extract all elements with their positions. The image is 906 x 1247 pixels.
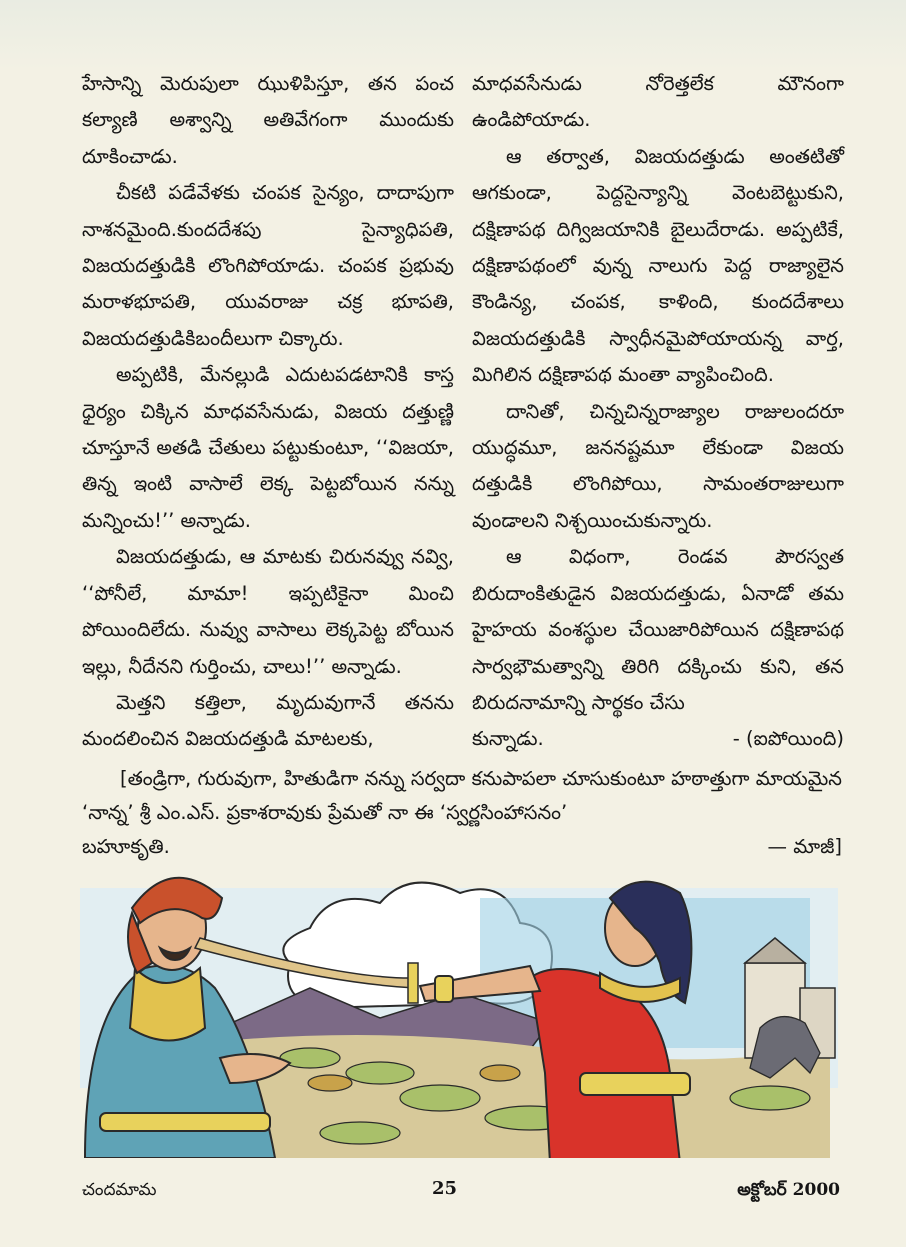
right-paragraph-2: ఆ తర్వాత, విజయదత్తుడు అంతటితో ఆగకుండా, పెద్దసైన్యాన్ని వెంటబెట్టుకుని, దక్షిణాపథ దిగ్విజయానికి బైలుదేరాడు. అప్పటికే, దక్షిణాపథంలో వున్న నాలుగు పెద్ద రాజ్యాలైన కౌండిన్య, చంపక, కాళింది, కుందదేశాలు విజయదత్తుడికి స్వాధీనమైపోయాయన్న వార్త, మిగిలిన దక్షిణాపథ మంతా వ్యాపించింది. xyxy=(472,144,844,387)
dedication-note xyxy=(82,762,842,864)
left-paragraph-4: విజయదత్తుడు, ఆ మాటకు చిరునవ్వు నవ్వి, ‘‘పోనీలే, మామా! ఇప్పటికైనా మించి పోయిందిలేదు. నువ్వు వాసాలు లెక్కపెట్ట బోయిన ఇల్లు, నీదేనని గుర్తించు, చాలు!’’ అన్నాడు. xyxy=(82,545,454,678)
right-column xyxy=(472,66,844,758)
dedication-closing: బహూకృతి. xyxy=(82,835,170,858)
magazine-name: చందమామ xyxy=(82,1180,157,1200)
left-column xyxy=(82,66,454,758)
author-signature: — మాజీ] xyxy=(767,835,842,858)
right-paragraph-1: మాధవసేనుడు నోరెత్తలేక మౌనంగా ఉండిపోయాడు. xyxy=(472,72,844,132)
page-footer xyxy=(82,1178,840,1208)
left-paragraph-5: మెత్తని కత్తిలా, మృదువుగానే తనను మందలించిన విజయదత్తుడి మాటలకు, xyxy=(82,690,454,751)
faded-heading-bleed xyxy=(0,0,906,70)
sword-hilt xyxy=(408,963,418,1003)
right-paragraph-4: ఆ విధంగా, రెండవ పౌరస్వత బిరుదాంకితుడైన విజయదత్తుడు, ఏనాడో తమ హైహయ వంశస్థుల చేయిజారిపోయిన దక్షిణాపథ సార్వభౌమత్వాన్ని తిరిగి దక్కించు కుని, తన బిరుదనామాన్ని సార్థకం చేసు xyxy=(472,545,844,714)
dedication-last-line xyxy=(82,830,842,864)
right-paragraph-4-end: కున్నాడు. xyxy=(472,727,544,751)
story-ending-note: - (ఐపోయింది) xyxy=(732,727,844,751)
right-paragraph-3: దానితో, చిన్నచిన్నరాజ్యాల రాజులందరూ యుద్ధమూ, జననష్టమూ లేకుండా విజయ దత్తుడికి లొంగిపోయి, సామంతరాజులుగా వుండాలని నిశ్చయించుకున్నారు. xyxy=(472,399,844,532)
issue-date: అక్టోబర్ 2000 xyxy=(737,1180,840,1200)
story-ending-row xyxy=(472,721,844,757)
page-number: 25 xyxy=(432,1178,458,1199)
left-paragraph-1: హేసాన్ని మెరుపులా ఝుళిపిస్తూ, తన పంచ కల్యాణి అశ్వాన్ని అతివేగంగా ముందుకు దూకించాడు. xyxy=(82,72,454,168)
left-paragraph-3: అప్పటికి, మేనల్లుడి ఎదుటపడటానికి కాస్త ధైర్యం చిక్కిన మాధవసేనుడు, విజయ దత్తుణ్ణి చూస్తూనే అతడి చేతులు పట్టుకుంటూ, ‘‘విజయా, తిన్న ఇంటి వాసాలే లెక్క పెట్టబోయిన నన్ను మన్నించు!’’ అన్నాడు. xyxy=(82,363,454,532)
sword-surrender-scene-icon xyxy=(80,868,838,1158)
dedication-text: [తండ్రిగా, గురువుగా, హితుడిగా నన్ను సర్వదా కనుపాపలా చూసుకుంటూ హఠాత్తుగా మాయమైన ‘నాన్న’ శ్రీ ఎం.ఎస్. ప్రకాశరావుకు ప్రేమతో నా ఈ ‘స్వర్ణసింహాసనం’ xyxy=(82,767,842,824)
left-paragraph-2: చీకటి పడేవేళకు చంపక సైన్యం, దాదాపుగా నాశనమైంది.కుందదేశపు సైన్యాధిపతి, విజయదత్తుడికి లొంగిపోయాడు. చంపక ప్రభువు మరాళభూపతి, యువరాజు చక్ర భూపతి, విజయదత్తుడికిబందీలుగా చిక్కారు. xyxy=(82,181,454,350)
